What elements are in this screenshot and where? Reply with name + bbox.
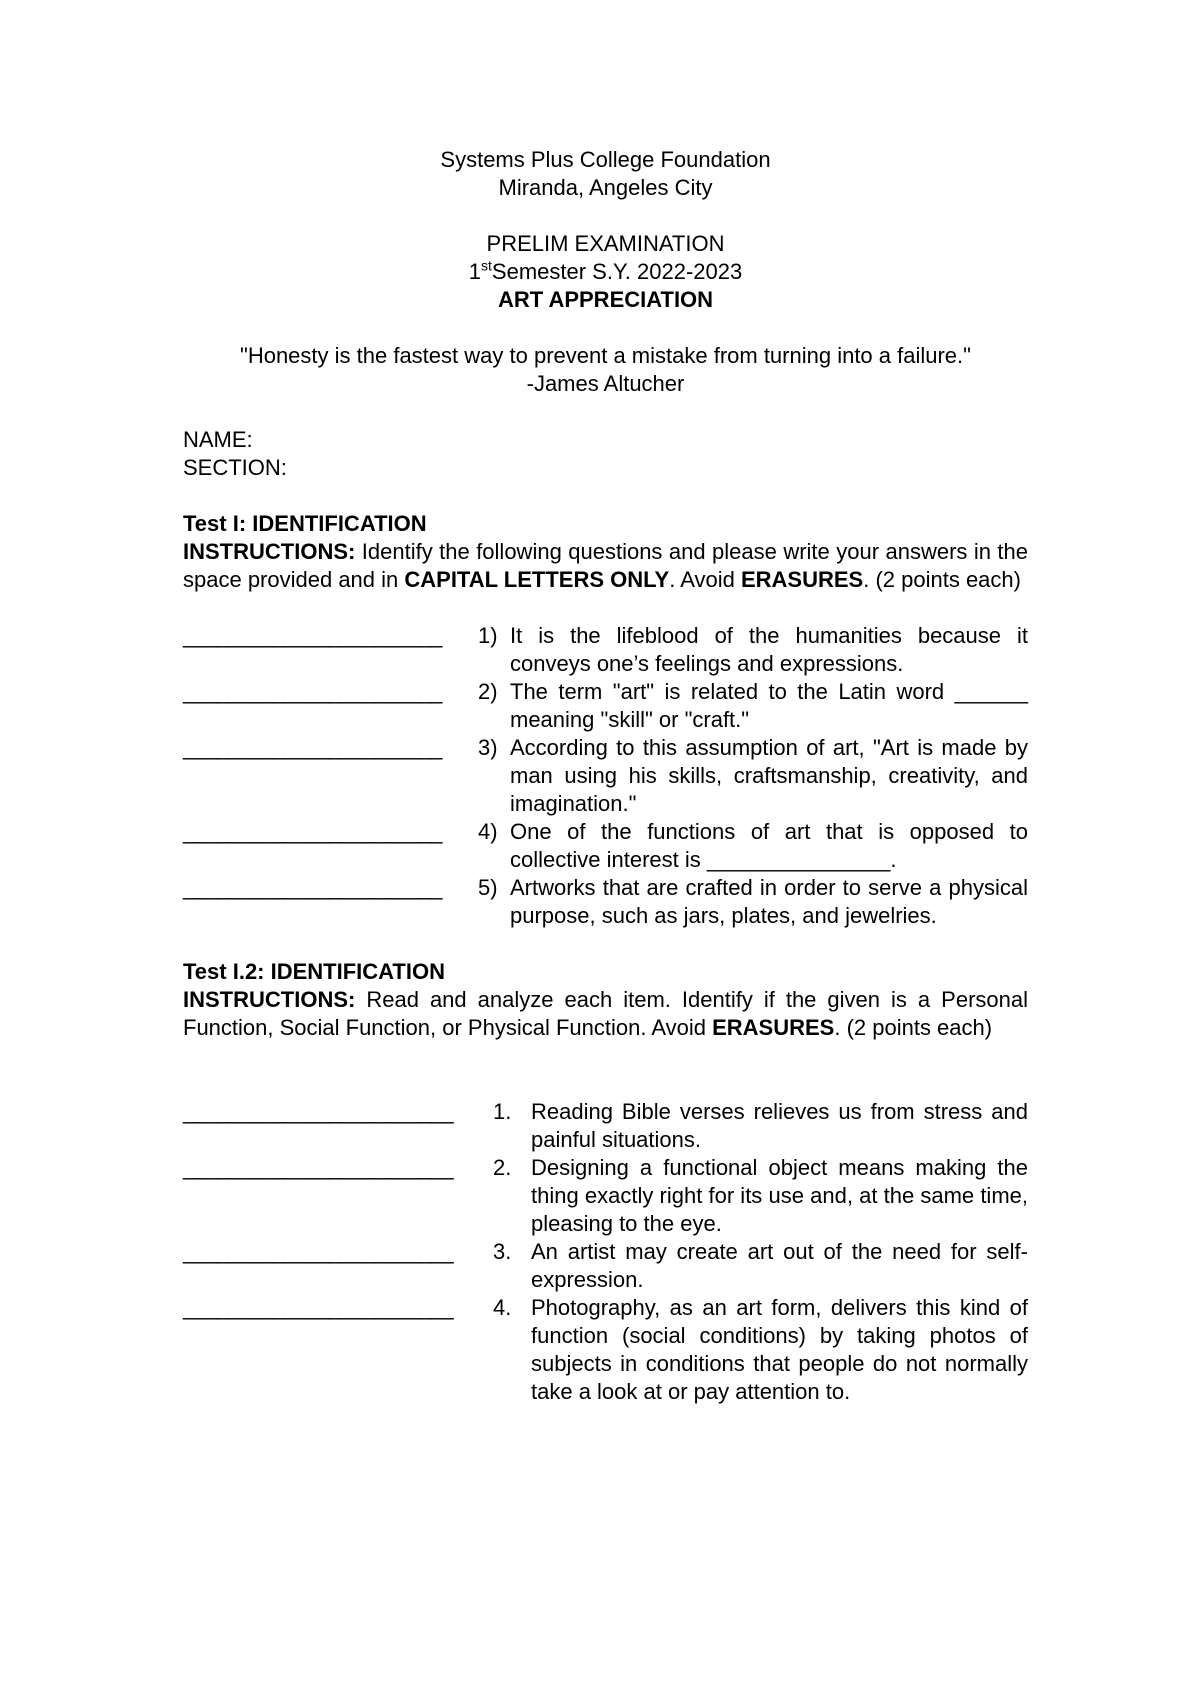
answer-blank[interactable]: _______________________ xyxy=(183,623,442,648)
test-1-instructions-emphasis-2: ERASURES xyxy=(740,567,864,592)
semester-number: 1 xyxy=(468,259,482,284)
exam-title: PRELIM EXAMINATION xyxy=(486,231,725,256)
item-question: Designing a functional object means making the thing exactly right for its use and, at the same time, pleasing to the eye. xyxy=(531,1155,1028,1236)
section-label: SECTION: xyxy=(183,455,287,480)
item-question: An artist may create art out of the need for self-expression. xyxy=(531,1239,1028,1292)
test-2-instructions-text-2: . (2 points each) xyxy=(834,1015,993,1040)
item-number: 2. xyxy=(493,1155,512,1180)
exam-content xyxy=(183,146,1028,1406)
subject-title: ART APPRECIATION xyxy=(497,287,714,312)
item-number: 1) xyxy=(478,623,498,648)
test-1-instructions-label: INSTRUCTIONS: xyxy=(183,539,356,564)
item-number: 3) xyxy=(478,735,498,760)
test-2-item xyxy=(183,1294,1028,1406)
item-number: 1. xyxy=(493,1099,512,1124)
item-number: 2) xyxy=(478,679,498,704)
item-number: 4) xyxy=(478,819,498,844)
school-name: Systems Plus College Foundation xyxy=(440,147,771,172)
item-question: It is the lifeblood of the humanities because it conveys one’s feelings and expressions. xyxy=(510,623,1028,676)
answer-blank[interactable]: ________________________ xyxy=(183,1155,453,1180)
student-info xyxy=(183,426,1028,482)
test-2-item xyxy=(183,1098,1028,1154)
test-1-instructions-text-1: Identify the following questions and please write your answers in the space provided and in xyxy=(183,539,1028,592)
answer-blank[interactable]: _______________________ xyxy=(183,819,442,844)
test-1-instructions-text-3: . (2 points each) xyxy=(863,567,1021,592)
test-2-item xyxy=(183,1154,1028,1238)
semester-ordinal: st xyxy=(481,257,492,274)
item-question: One of the functions of art that is opposed to collective interest is _______________. xyxy=(510,819,1028,872)
test-2-instructions-emphasis-1: ERASURES xyxy=(712,1015,835,1040)
item-question: Reading Bible verses relieves us from stress and painful situations. xyxy=(531,1099,1028,1152)
test-2-instructions-text-1: Read and analyze each item. Identify if the given is a Personal Function, Social Function, or Physical Function. Avoid xyxy=(183,987,1028,1040)
item-question: According to this assumption of art, "Art is made by man using his skills, craftsmanship, creativity, and imagination." xyxy=(510,735,1028,816)
answer-blank[interactable]: ________________________ xyxy=(183,1295,453,1320)
test-1-instructions-text-2: . Avoid xyxy=(669,567,741,592)
name-label: NAME: xyxy=(183,427,253,452)
test-2-item xyxy=(183,1238,1028,1294)
test-1-item xyxy=(183,678,1028,734)
test-2-instructions xyxy=(183,986,1028,1042)
test-1-title: Test I: IDENTIFICATION xyxy=(183,511,427,536)
item-question: The term "art" is related to the Latin word ______ meaning "skill" or "craft." xyxy=(510,679,1028,732)
school-location: Miranda, Angeles City xyxy=(498,175,713,200)
answer-blank[interactable]: ________________________ xyxy=(183,1239,453,1264)
item-number: 3. xyxy=(493,1239,512,1264)
test-1-item xyxy=(183,622,1028,678)
test-1-instructions-emphasis-1: CAPITAL LETTERS ONLY xyxy=(404,567,670,592)
semester-line xyxy=(183,258,1028,286)
test-2-section xyxy=(183,958,1028,1406)
item-question: Photography, as an art form, delivers this kind of function (social conditions) by taking photos of subjects in conditions that people do not normally take a look at or pay attention to. xyxy=(531,1295,1028,1404)
answer-blank[interactable]: _______________________ xyxy=(183,679,442,704)
semester-text: Semester S.Y. 2022-2023 xyxy=(491,259,743,284)
test-1-section xyxy=(183,510,1028,930)
test-1-item xyxy=(183,734,1028,818)
answer-blank[interactable]: ________________________ xyxy=(183,1099,453,1124)
test-1-item xyxy=(183,874,1028,930)
test-1-item xyxy=(183,818,1028,874)
answer-blank[interactable]: _______________________ xyxy=(183,875,442,900)
exam-header xyxy=(183,146,1028,398)
answer-blank[interactable]: _______________________ xyxy=(183,735,442,760)
test-1-instructions xyxy=(183,538,1028,594)
quote-author: -James Altucher xyxy=(526,371,685,396)
test-2-items xyxy=(183,1098,1028,1406)
test-1-items xyxy=(183,622,1028,930)
item-number: 5) xyxy=(478,875,498,900)
quote-text: "Honesty is the fastest way to prevent a mistake from turning into a failure." xyxy=(240,343,971,368)
test-2-instructions-label: INSTRUCTIONS: xyxy=(183,987,356,1012)
item-number: 4. xyxy=(493,1295,512,1320)
test-2-title: Test I.2: IDENTIFICATION xyxy=(183,959,445,984)
item-question: Artworks that are crafted in order to serve a physical purpose, such as jars, plates, and jewelries. xyxy=(510,875,1028,928)
